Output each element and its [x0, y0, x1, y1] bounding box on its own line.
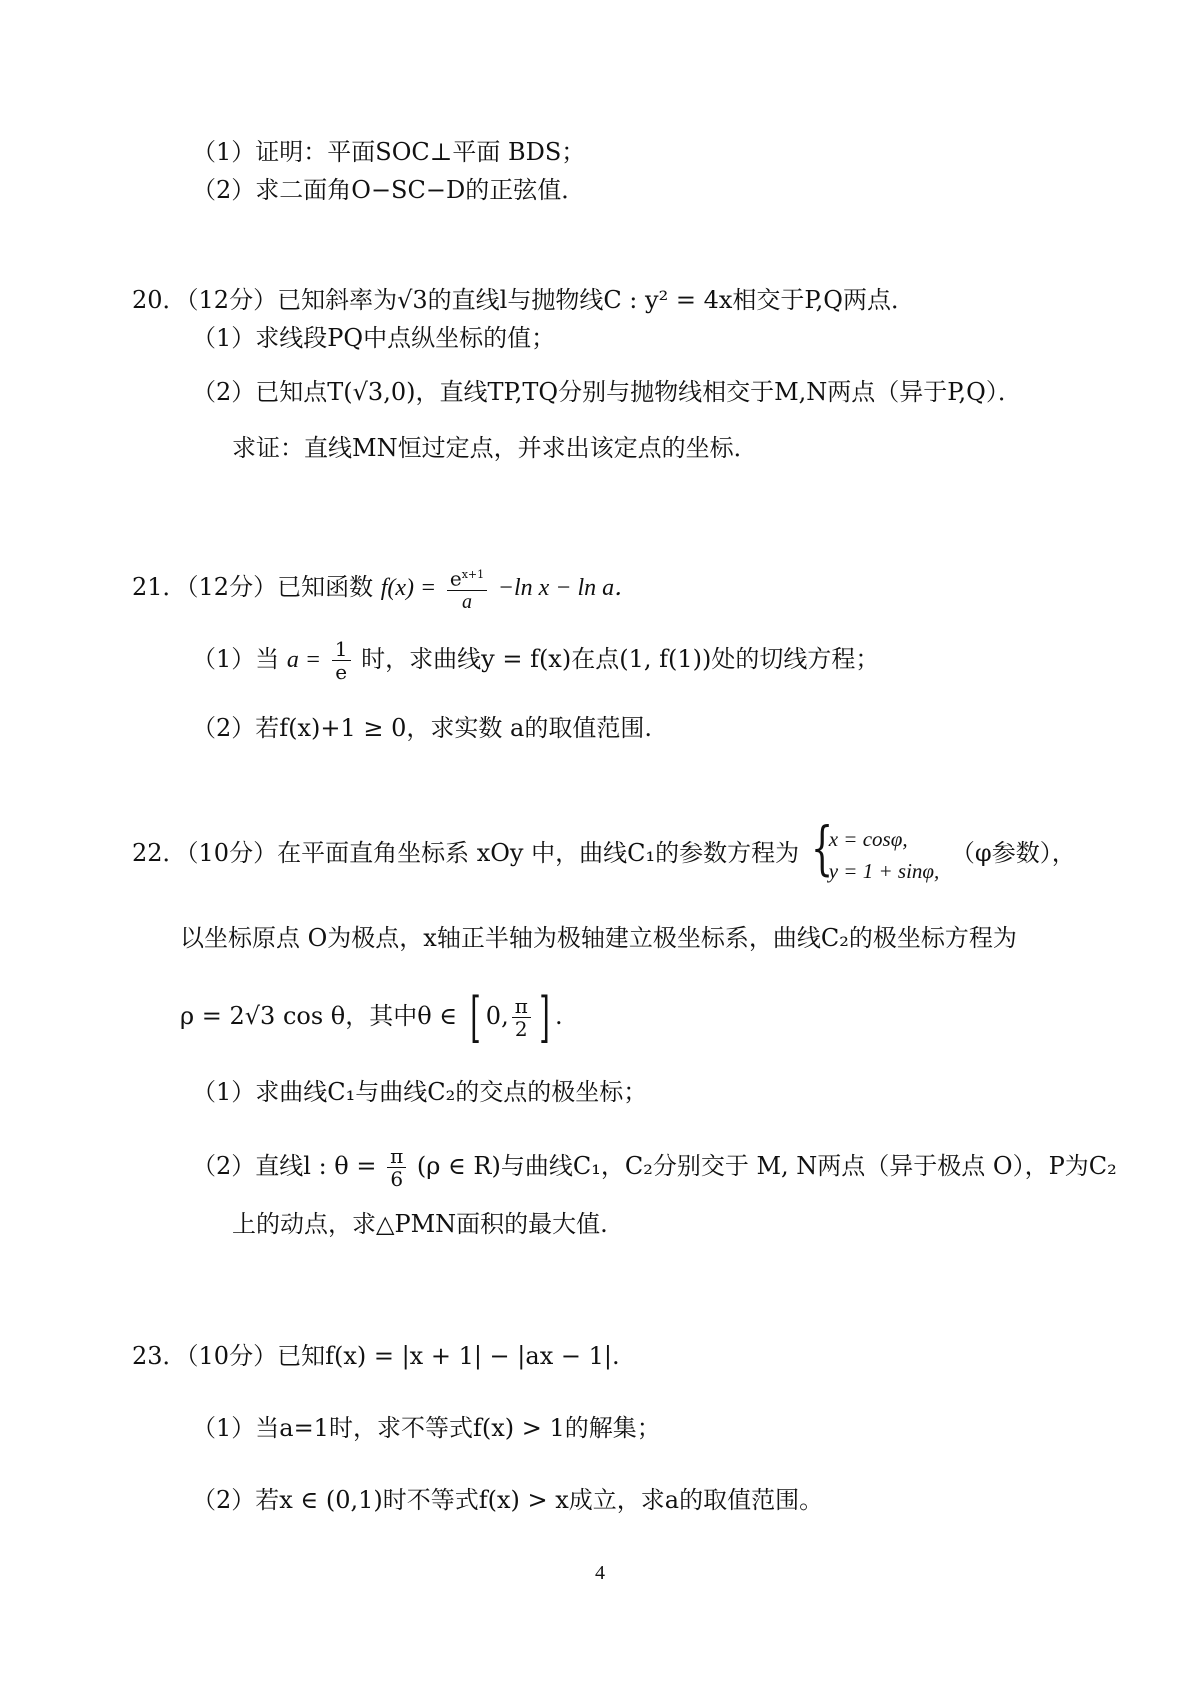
q21-part1-denominator: e [335, 660, 348, 684]
q22-stem [132, 813, 1076, 888]
q22-line3 [180, 985, 563, 1049]
q21-part2: （2）若f(x)+1 ≥ 0，求实数 a的取值范围. [192, 714, 652, 742]
q23-part2: （2）若x ∈ (0,1)时不等式f(x) > x成立，求a的取值范围。 [192, 1486, 824, 1514]
q21-fraction-denominator: a [461, 590, 472, 613]
q22-part2 [192, 1138, 1117, 1194]
q22-line3-post: . [554, 1002, 563, 1030]
q23-stem: 23．（10分）已知f(x) = |x + 1| − |ax − 1|. [132, 1342, 620, 1370]
q22-interval-denominator: 2 [514, 1017, 528, 1041]
left-brace-icon: { [810, 813, 833, 882]
q22-system-row-1: x = cosφ, [828, 826, 908, 851]
q21-part1-fraction [332, 638, 351, 683]
q22-part1: （1）求曲线C₁与曲线C₂的交点的极坐标； [192, 1078, 648, 1106]
q22-line2: 以坐标原点 O为极点，x轴正半轴为极轴建立极坐标系，曲线C₂的极坐标方程为 [180, 924, 1017, 952]
left-bracket-icon: [ [469, 985, 481, 1049]
q21-part1 [192, 634, 879, 685]
q20-part2-cont: 求证：直线MN恒过定点，并求出该定点的坐标． [232, 434, 758, 462]
q20-part2: （2）已知点T(√3,0)，直线TP,TQ分别与抛物线相交于M,N两点（异于P,Q）． [192, 378, 1022, 406]
q20-stem: 20．（12分）已知斜率为√3的直线l与抛物线C : y² = 4x相交于P,Q两点． [132, 286, 915, 314]
q22-interval-start: 0, [485, 1002, 509, 1030]
q23-part1: （1）当a=1时，求不等式f(x) > 1的解集； [192, 1414, 661, 1442]
q22-stem-pre: 22．（10分）在平面直角坐标系 xOy 中，曲线C₁的参数方程为 [132, 839, 800, 867]
q22-system-row-2: y = 1 + sinφ, [828, 858, 940, 883]
q21-fraction-numerator [447, 564, 487, 591]
q22-part2-pre: （2）直线l : θ = [192, 1152, 377, 1180]
q22-part2-denominator: 6 [390, 1167, 404, 1191]
q22-line3-pre: ρ = 2√3 cos θ，其中θ ∈ [180, 1002, 458, 1030]
q21-part1-a: a = [286, 647, 322, 673]
q21-function-lhs: f(x) = [380, 575, 437, 601]
q19-part1: （1）证明：平面SOC⊥平面 BDS； [192, 138, 586, 166]
q21-fraction [447, 564, 487, 613]
q22-parametric-system [810, 813, 940, 887]
q22-stem-post: （φ参数）， [950, 839, 1076, 867]
q21-exp-power: x+1 [461, 568, 485, 582]
q21-stem-pre: 21．（12分）已知函数 [132, 573, 374, 601]
q21-exp-base: e [449, 566, 462, 591]
page-number: 4 [595, 1562, 605, 1584]
q20-part1: （1）求线段PQ中点纵坐标的值； [192, 324, 556, 352]
q22-part2-fraction [387, 1145, 406, 1190]
q21-part1-post: 时，求曲线y = f(x)在点(1, f(1))处的切线方程； [361, 645, 880, 673]
q22-part2-numerator: π [387, 1145, 406, 1168]
q22-part2-cont: 上的动点，求△PMN面积的最大值. [232, 1210, 608, 1238]
q22-interval-fraction [512, 995, 531, 1040]
q19-part2: （2）求二面角O−SC−D的正弦值． [192, 176, 586, 204]
q21-part1-pre: （1）当 [192, 645, 280, 673]
right-bracket-icon: ] [539, 985, 550, 1049]
q22-interval-numerator: π [512, 995, 531, 1018]
q21-stem [132, 562, 638, 613]
q21-stem-post: −ln x − ln a． [497, 575, 639, 601]
q22-part2-post: (ρ ∈ R)与曲线C₁，C₂分别交于 M, N两点（异于极点 O），P为C₂ [416, 1152, 1117, 1180]
q21-part1-numerator: 1 [332, 638, 351, 661]
